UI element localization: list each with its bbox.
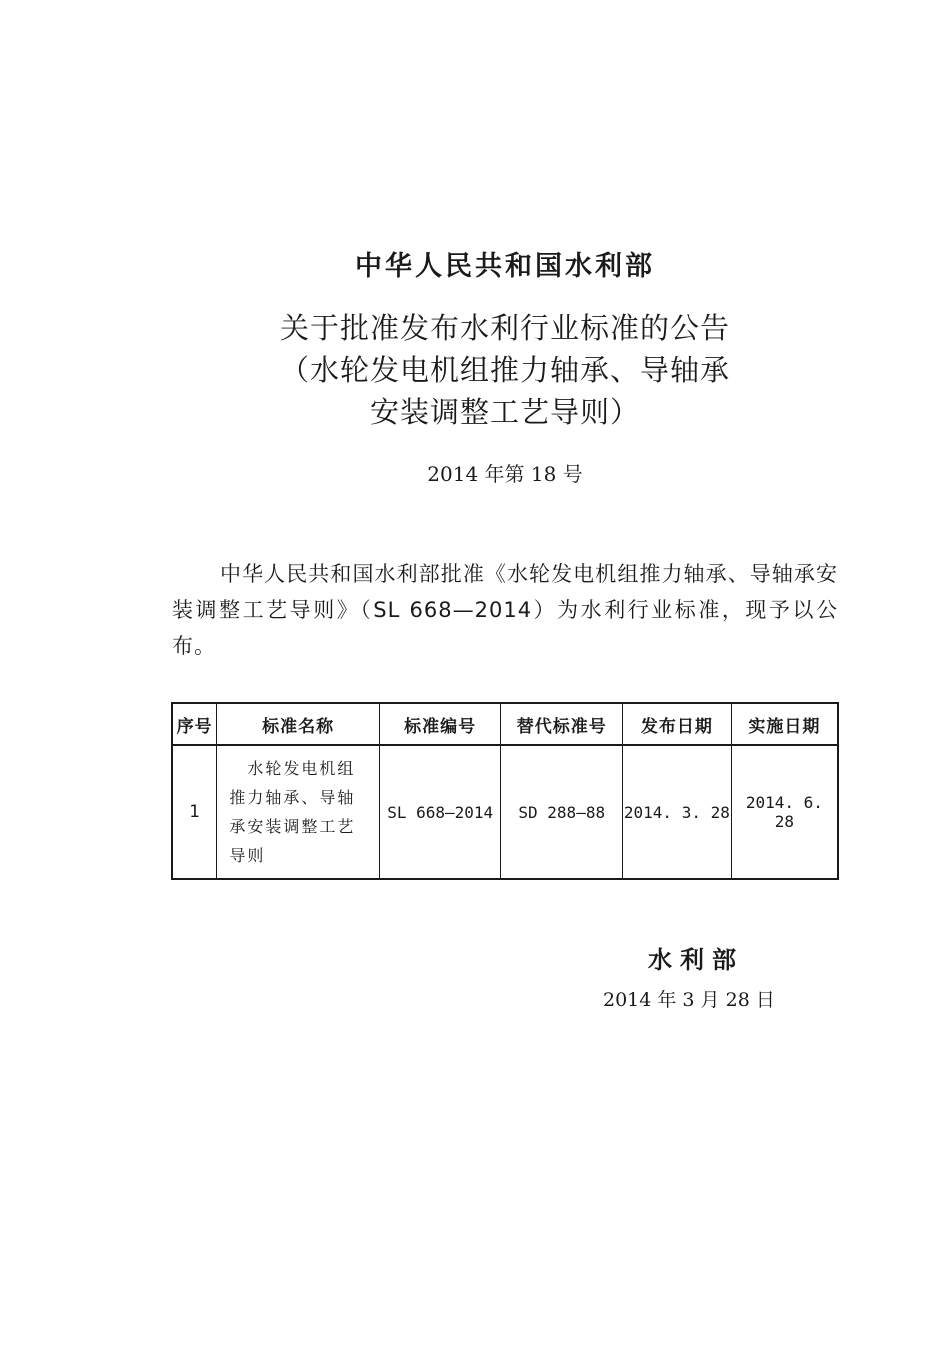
name-line: 水轮发电机组 [247,759,356,778]
cell-standard-name [217,745,380,879]
signature-date: 2014 年 3 月 28 日 [603,989,775,1011]
cell-effective-date: 2014. 6. 28 [731,745,838,879]
table-header-row [172,703,838,745]
cell-replaced-code: SD 288—88 [501,745,623,879]
announcement-number: 2014 年第 18 号 [427,462,583,486]
name-line: 承安装调整工艺 [229,817,356,836]
header-replaced: 替代标准号 [501,703,623,745]
title-line-1: 关于批准发布水利行业标准的公告 [279,311,730,345]
signature: 水利部 [648,946,744,974]
cell-seq: 1 [172,745,217,879]
announcement-title [0,307,950,433]
table-row [172,745,838,879]
header-seq: 序号 [172,703,217,745]
name-line: 推力轴承、导轴 [229,788,356,807]
name-line: 导则 [229,846,266,865]
header-issue-date: 发布日期 [623,703,732,745]
header-name: 标准名称 [217,703,380,745]
header-effective-date: 实施日期 [731,703,838,745]
standards-table [171,702,839,880]
title-line-3: 安装调整工艺导则） [369,395,640,429]
title-line-2: （水轮发电机组推力轴承、导轴承 [279,353,730,387]
issuer-heading: 中华人民共和国水利部 [355,251,655,282]
header-code: 标准编号 [379,703,501,745]
cell-issue-date: 2014. 3. 28 [623,745,732,879]
announcement-body: 中华人民共和国水利部批准《水轮发电机组推力轴承、导轴承安装调整工艺导则》（SL 668—2014）为水利行业标准，现予以公布。 [172,562,838,658]
cell-standard-code: SL 668—2014 [379,745,501,879]
